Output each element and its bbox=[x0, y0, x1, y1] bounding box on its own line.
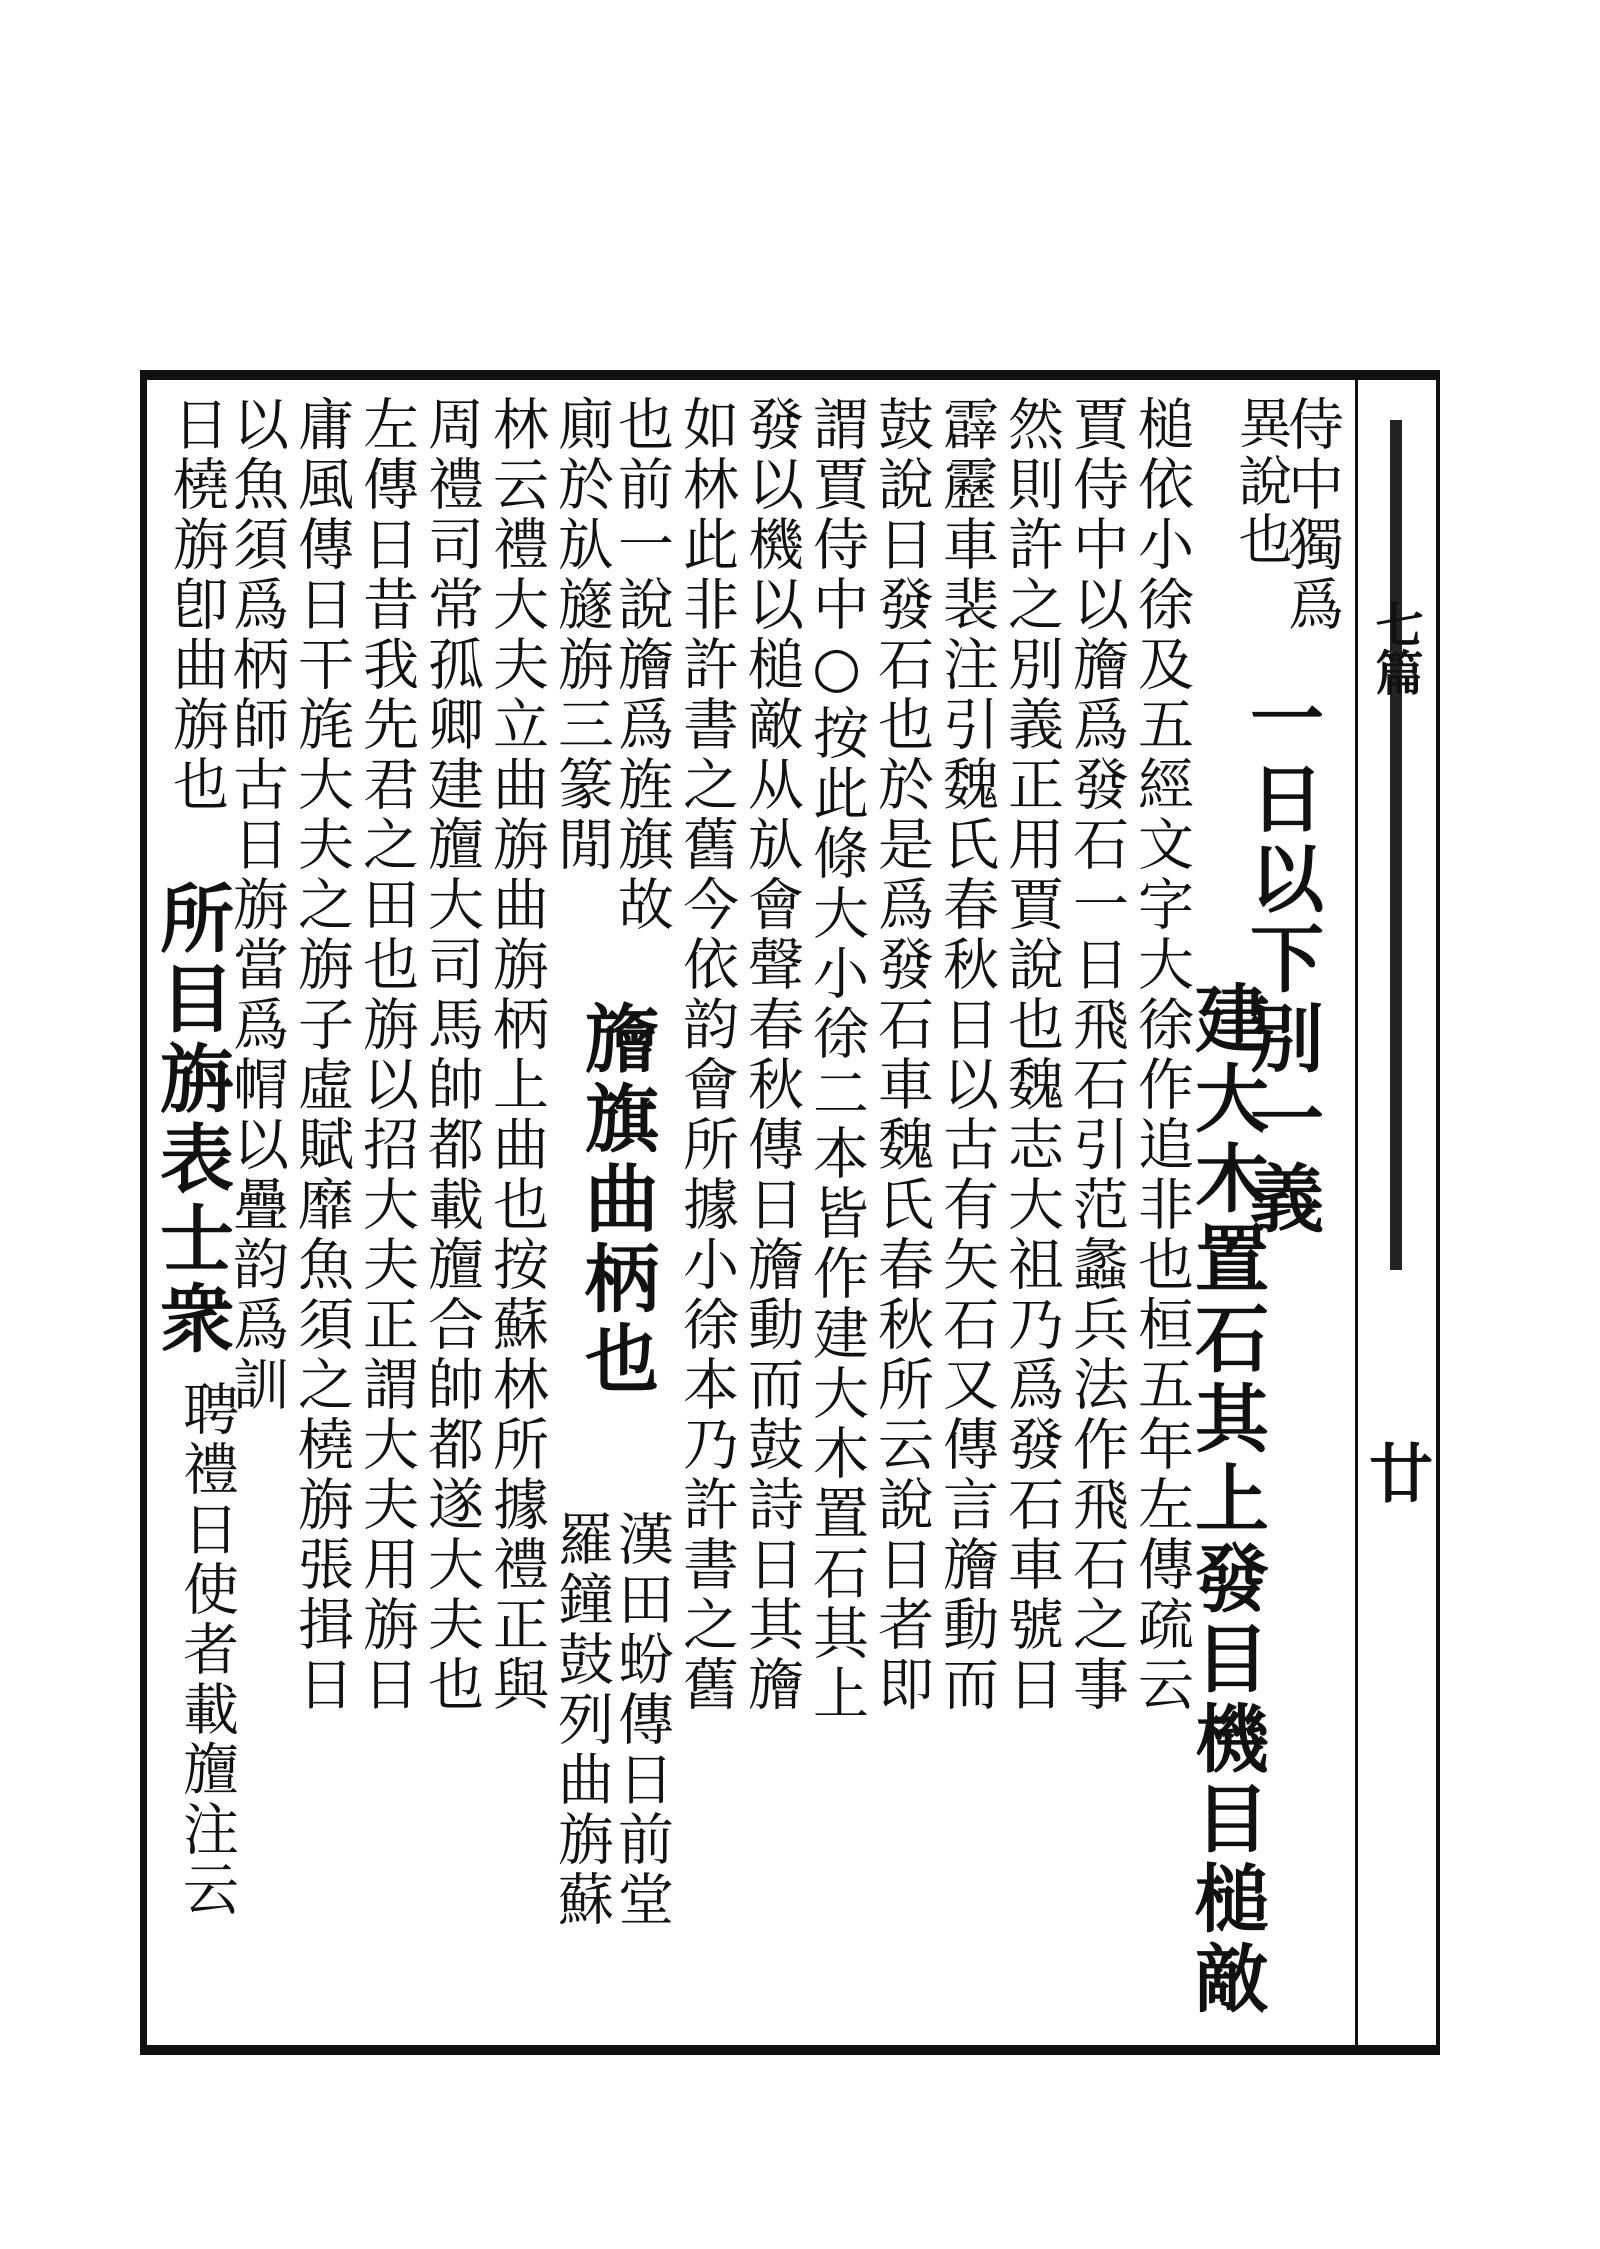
text-column: 左傳日昔我先君之田也旃以招大夫正謂大夫用旃日 bbox=[354, 395, 419, 1715]
text-column: 日橈旃卽曲旃也 bbox=[164, 395, 229, 815]
text-column: 羅鐘鼓列曲旃蘇 bbox=[549, 1510, 614, 1930]
text-column: 侍中獨爲 bbox=[1279, 395, 1344, 635]
main-text-column: 建大木置石其上發目機目槌敵 bbox=[1183, 980, 1269, 2020]
chapter-label: 七篇 bbox=[1367, 600, 1423, 696]
page-number: 廿 bbox=[1358, 1440, 1433, 1504]
text-column: 發以機以槌敵从㫃會聲春秋傳日旝動而鼓詩日其旝 bbox=[739, 395, 804, 1715]
text-column: 謂賈侍中○按此條大小徐二本皆作建大木置石其上 bbox=[804, 395, 869, 1724]
main-text-column: 旝旗曲柄也 bbox=[573, 1000, 659, 1400]
text-column: 漢田蚡傳日前堂 bbox=[609, 1510, 674, 1930]
text-column: 槌依小徐及五經文字大徐作追非也桓五年左傳疏云 bbox=[1129, 395, 1194, 1715]
margin-fishtail-bar bbox=[1390, 420, 1402, 1270]
text-column: 賈侍中以旝爲發石一日飛石引范蠡兵法作飛石之事 bbox=[1064, 395, 1129, 1715]
text-column: 廁於㫃旞旃三篆閒 bbox=[549, 395, 614, 875]
text-column: 然則許之別義正用賈說也魏志大祖乃爲發石車號日 bbox=[999, 395, 1064, 1715]
text-column: 林云禮大夫立曲旃曲旃柄上曲也按蘇林所據禮正與 bbox=[484, 395, 549, 1715]
text-column: 以魚須爲柄師古日旃當爲㡌以疊韵爲訓 bbox=[224, 395, 289, 1415]
annotation-heading: 一日以下別一義 bbox=[1238, 680, 1324, 1240]
text-column: 鼓說日發石也於是爲發石車魏氏春秋所云說日者即 bbox=[869, 395, 934, 1715]
text-column: 聘禮日使者載旜注云 bbox=[174, 1380, 239, 1920]
text-column: 異說也 bbox=[1230, 395, 1293, 569]
text-column: 也前一說旝爲旌旗故 bbox=[609, 395, 674, 935]
main-text-column: 所目旃表士衆 bbox=[148, 880, 234, 1360]
text-column: 周禮司常孤卿建旜大司馬帥都載旜合帥都遂大夫也 bbox=[419, 395, 484, 1715]
text-column: 如林此非許書之舊今依韵會所據小徐本乃許書之舊 bbox=[674, 395, 739, 1715]
text-column: 庸風傳日干旄大夫之旃子虛賦靡魚須之橈旃張揖日 bbox=[289, 395, 354, 1715]
text-column: 霹靂車裴注引魏氏春秋日以古有矢石又傳言旝動而 bbox=[934, 395, 999, 1715]
